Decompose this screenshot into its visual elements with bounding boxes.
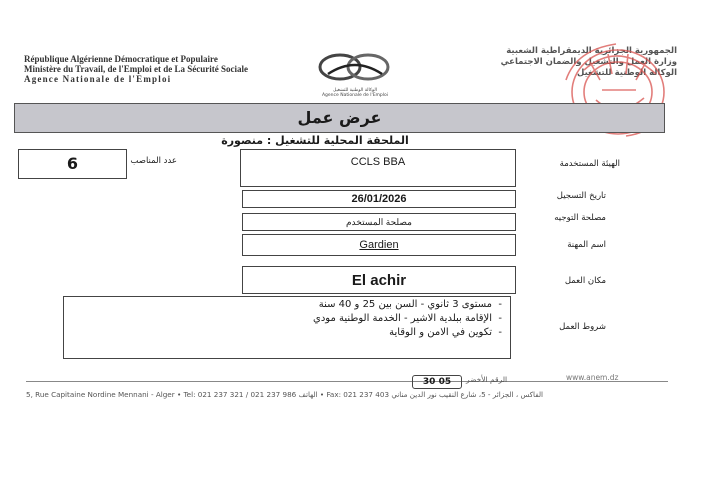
header-arabic-line-3: الوكالة الوطنية للتشغيل	[576, 68, 677, 78]
header-arabic-line-2: وزارة العمل والتشغيل والضمان الاجتماعي	[500, 57, 677, 67]
employer-box	[240, 149, 516, 187]
date-value: 26/01/2026	[351, 193, 407, 205]
green-number: 30 05	[412, 375, 462, 389]
job-label: اسم المهنة	[567, 240, 606, 250]
condition-item: - الإقامة ببلدية الاشير - الخدمة الوطنية مودي	[313, 313, 502, 324]
header-french-line-1: République Algérienne Démocratique et Populaire	[24, 54, 218, 64]
header-french-line-2: Ministère du Travail, de l'Emploi et de La Sécurité Sociale	[24, 64, 248, 74]
orientation-value: مصلحة المستخدم	[345, 217, 413, 227]
header-arabic-line-1: الجمهورية الجزائرية الديمقراطية الشعبية	[506, 46, 677, 56]
job-box	[242, 234, 516, 256]
date-box	[242, 190, 516, 208]
offer-title-bar	[14, 103, 665, 133]
logo-caption-ar: الوكالة الوطنية للتشغيل	[333, 88, 377, 93]
conditions-box	[63, 296, 511, 359]
website-link[interactable]: www.anem.dz	[566, 373, 619, 382]
positions-box	[18, 149, 127, 179]
green-number-label: الرقم الأخضر	[466, 375, 508, 384]
condition-item: - تكوين في الامن و الوقاية	[389, 327, 502, 338]
conditions-label: شروط العمل	[559, 322, 606, 332]
location-box	[242, 266, 516, 294]
agency-label: الملحقة المحلية للتشغيل : منصورة	[221, 134, 409, 147]
location-value: El achir	[351, 272, 407, 289]
job-value: Gardien	[359, 239, 399, 251]
footer-address: 5, Rue Capitaine Nordine Mennani - Alger • Tel: 021 237 321 / 021 237 986 الهاتف • Fax: 021 237 403 الفاكس ، الجزائر - 5، شارع النقيب نور الدين مناني	[26, 390, 544, 399]
employer-label: الهيئة المستخدمة	[559, 159, 620, 169]
location-label: مكان العمل	[564, 276, 606, 286]
header-french-line-3: Agence Nationale de l'Emploi	[24, 74, 172, 84]
employer-value: CCLS BBA	[350, 156, 406, 168]
condition-item: - مستوى 3 ثانوي - السن بين 25 و 40 سنة	[318, 299, 502, 310]
anem-logo-icon	[310, 50, 400, 84]
date-label: تاريخ التسجيل	[556, 191, 606, 201]
positions-value: 6	[66, 154, 79, 173]
header-french	[24, 54, 314, 84]
logo-caption-fr: Agence Nationale de l'Emploi	[321, 93, 389, 98]
anem-logo	[306, 50, 404, 100]
orientation-label: مصلحة التوجيه	[554, 213, 606, 223]
conditions-list	[72, 298, 502, 340]
positions-label: عدد المناصب	[130, 156, 177, 166]
orientation-box	[242, 213, 516, 231]
offer-title: عرض عمل	[297, 108, 382, 127]
